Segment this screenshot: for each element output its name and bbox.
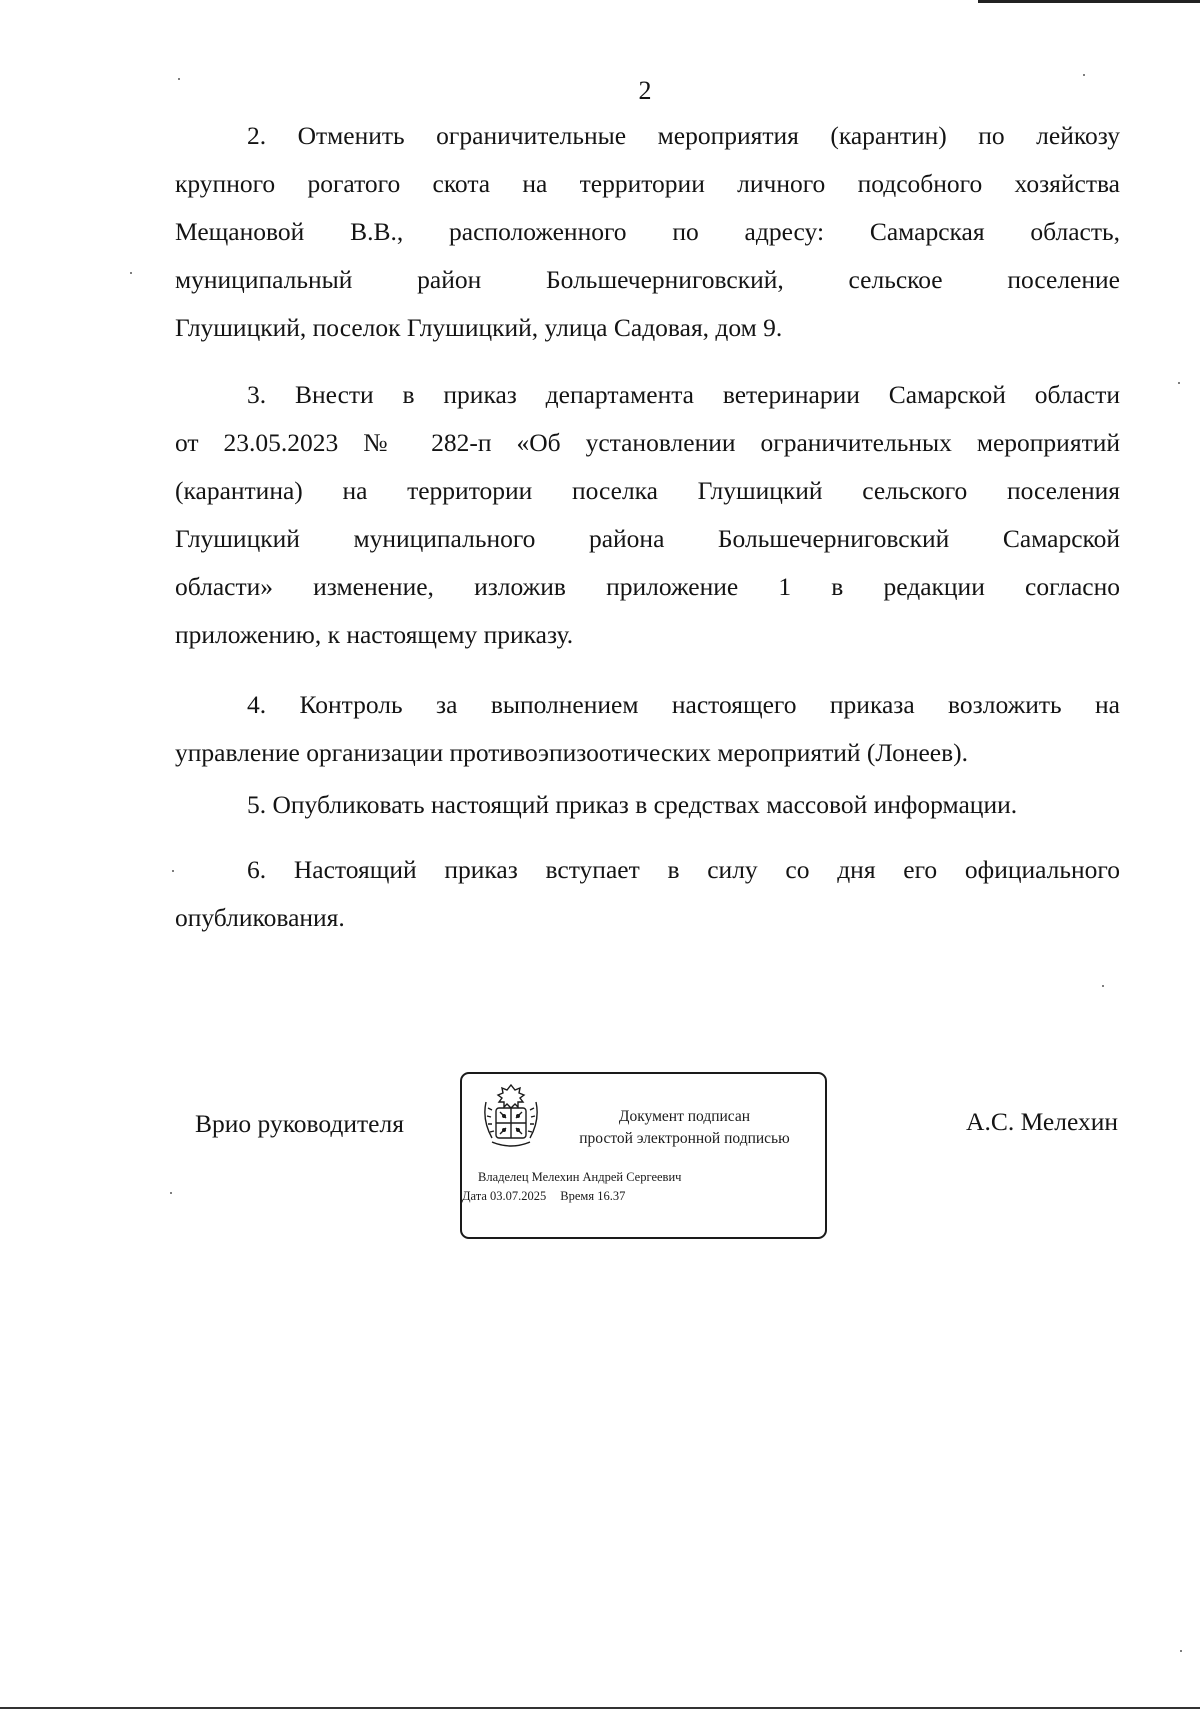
paragraph-line: 5. Опубликовать настоящий приказ в средствах массовой информации. [247,790,1018,819]
paragraph-line: крупного рогатого скота на территории личного подсобного хозяйства [175,169,1120,198]
paragraph-line: управление организации противоэпизоотических мероприятий (Лонеев). [175,738,969,767]
paragraph-6 [175,846,1120,942]
electronic-signature-stamp [460,1072,827,1239]
stamp-time: Время 16.37 [560,1189,626,1203]
paragraph-line: Глушицкий, поселок Глушицкий, улица Садовая, дом 9. [175,313,783,342]
scan-speck [130,272,132,274]
paragraph-line: Глушицкий муниципального района Большечерниговский Самарской [175,524,1120,553]
paragraph-line: от 23.05.2023 № 282-п «Об установлении ограничительных мероприятий [175,428,1120,457]
signatory-name: А.С. Мелехин [966,1107,1118,1136]
paragraph-line: муниципальный район Большечерниговский, сельское поселение [175,265,1120,294]
paragraph-3 [175,371,1120,659]
page-number: 2 [638,76,652,105]
stamp-title-line-2: простой электронной подписью [579,1130,790,1147]
paragraph-2 [175,112,1120,352]
paragraph-line: 4. Контроль за выполнением настоящего приказа возложить на [247,690,1120,719]
paragraph-line: опубликования. [175,903,345,932]
paragraph-line: Мещановой В.В., расположенного по адресу: Самарская область, [175,217,1120,246]
paragraph-line: (карантина) на территории поселка Глушицкий сельского поселения [175,476,1120,505]
scan-speck [1180,1650,1182,1652]
scan-speck [1178,382,1180,384]
paragraph-line: 2. Отменить ограничительные мероприятия (карантин) по лейкозу [247,121,1120,150]
scan-speck [172,870,174,872]
paragraph-4 [175,681,1120,777]
signatory-position: Врио руководителя [195,1109,404,1138]
stamp-owner: Владелец Мелехин Андрей Сергеевич [478,1170,682,1184]
coat-of-arms-icon [480,1082,542,1148]
paragraph-line: 3. Внести в приказ департамента ветеринарии Самарской области [247,380,1120,409]
paragraph-line: области» изменение, изложив приложение 1 в редакции согласно [175,572,1120,601]
scan-edge-top [978,0,1200,3]
stamp-title-line-1: Документ подписан [618,1108,751,1125]
scan-speck [1102,985,1104,987]
scan-speck [170,1192,172,1194]
paragraph-line: приложению, к настоящему приказу. [175,620,574,649]
stamp-date: Дата 03.07.2025 [462,1189,547,1203]
stamp-date-time [462,1189,625,1204]
paragraph-5 [175,781,1120,829]
paragraph-line: 6. Настоящий приказ вступает в силу со дня его официального [247,855,1120,884]
